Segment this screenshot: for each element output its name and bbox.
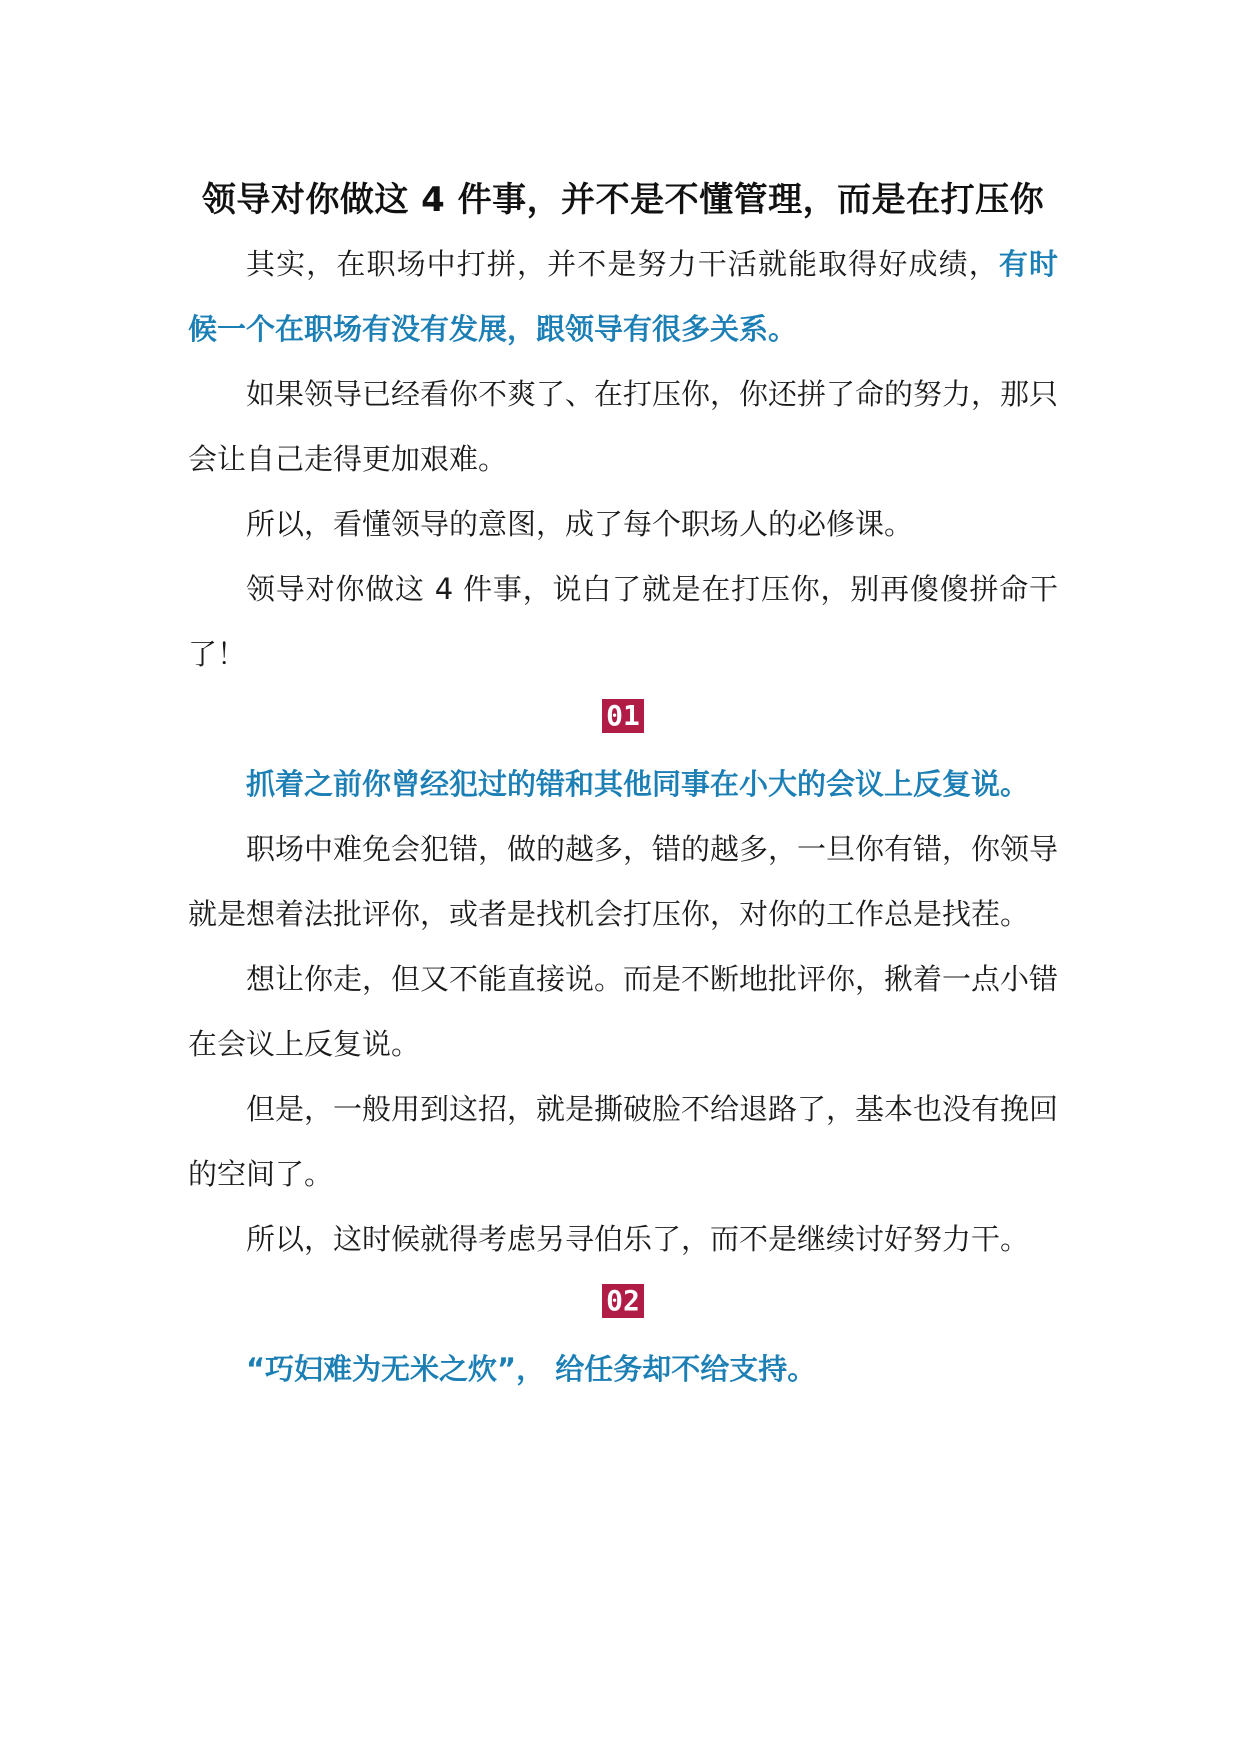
section-heading-01: 抓着之前你曾经犯过的错和其他同事在小大的会议上反复说。 — [246, 767, 1030, 801]
intro-paragraph-2: 如果领导已经看你不爽了、在打压你，你还拼了命的努力，那只会让自己走得更加艰难。 — [188, 377, 1059, 476]
article-title: 领导对你做这 4 件事，并不是不懂管理，而是在打压你 — [201, 180, 1045, 220]
section-01-paragraph-1: 职场中难免会犯错，做的越多，错的越多，一旦你有错，你领导就是想着法批评你，或者是找机会打压你，对你的工作总是找茬。 — [188, 832, 1059, 931]
intro-paragraph-1-highlight: 有时候一个在职场有没有发展，跟领导有很多关系。 — [188, 247, 1058, 346]
section-number-badge — [188, 687, 1058, 752]
intro-paragraph-4: 领导对你做这 4 件事，说白了就是在打压你，别再傻傻拼命干了！ — [188, 572, 1058, 671]
intro-paragraph-1 — [188, 232, 1058, 362]
section-01-paragraph-3: 但是，一般用到这招，就是撕破脸不给退路了，基本也没有挽回的空间了。 — [188, 1092, 1059, 1191]
section-number-02: 02 — [602, 1284, 644, 1318]
section-01-paragraph-2: 想让你走，但又不能直接说。而是不断地批评你，揪着一点小错在会议上反复说。 — [188, 962, 1059, 1061]
intro-paragraph-1-plain: 其实，在职场中打拼，并不是努力干活就能取得好成绩， — [246, 247, 999, 281]
section-01-paragraph-4: 所以，这时候就得考虑另寻伯乐了，而不是继续讨好努力干。 — [246, 1222, 1030, 1256]
section-number-badge — [188, 1272, 1058, 1337]
section-number-01: 01 — [602, 699, 644, 733]
intro-paragraph-3: 所以，看懂领导的意图，成了每个职场人的必修课。 — [246, 507, 914, 541]
section-heading-02: “巧妇难为无米之炊”， 给任务却不给支持。 — [246, 1352, 817, 1386]
document-page — [188, 168, 1058, 1402]
